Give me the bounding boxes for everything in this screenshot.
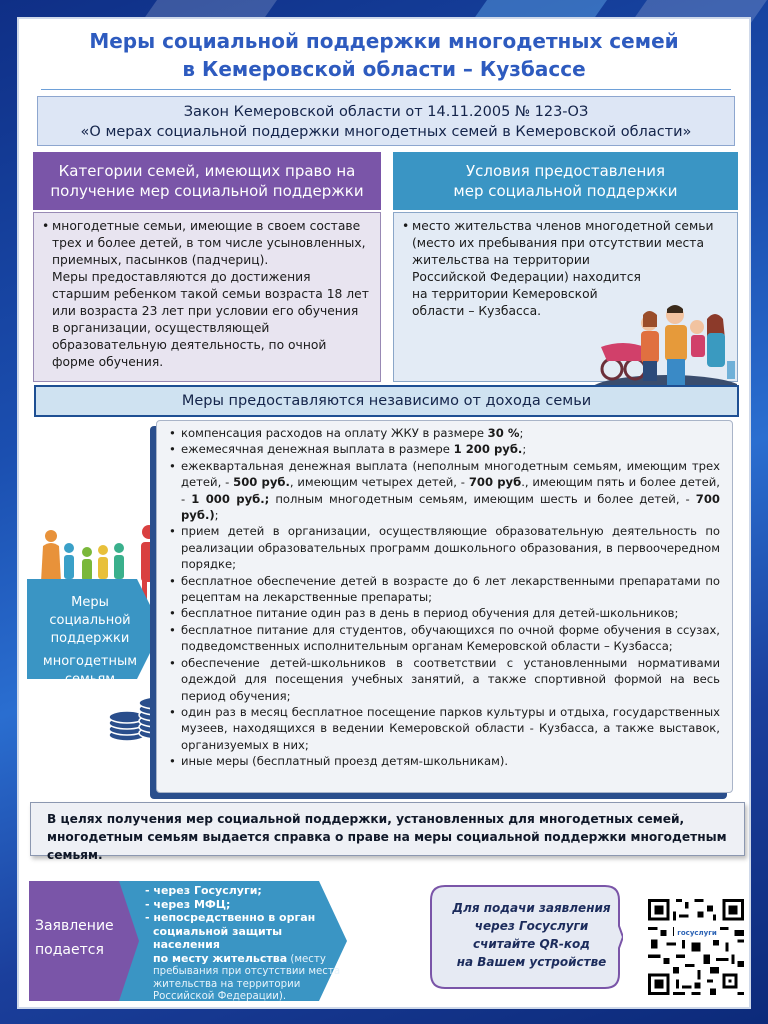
- bullet: •: [169, 573, 176, 588]
- heading-line: Условия предоставления: [465, 162, 666, 180]
- bullet: •: [169, 524, 176, 539]
- channel-note: жительства на территории: [153, 978, 301, 990]
- certificate-text: В целях получения мер социальной поддержки, установленных для многодетных семей, многодетным семьям выдается справка о праве на меры социальной поддержки многодетным семьям.: [47, 812, 727, 862]
- item-text: один раз в месяц бесплатное посещение парков культуры и отдыха, государственных музеев, находящихся в ведении Кемеровской области - Кузбасса, а также выставок, организуемых в них;: [181, 704, 720, 752]
- bullet: •: [169, 458, 176, 473]
- list-item: [169, 704, 720, 753]
- text-line: трех и более детей, в том числе усыновленных,: [52, 236, 366, 250]
- qr-instruction-line: через Госуслуги: [474, 919, 589, 933]
- channel-note: Российской Федерации).: [153, 991, 287, 1003]
- text-line: в организации, осуществляющей: [52, 321, 270, 335]
- bullet: •: [169, 655, 176, 670]
- law-banner: [37, 96, 735, 146]
- text-line: образовательную деятельность, по очной: [52, 338, 327, 352]
- label-line: подается: [35, 942, 104, 958]
- measures-list: [156, 420, 733, 793]
- item-text: ;: [519, 426, 524, 440]
- list-item: [169, 458, 720, 524]
- divider: [41, 89, 731, 90]
- law-name: «О мерах социальной поддержки многодетных семей в Кемеровской области»: [80, 124, 692, 140]
- text-line: жительства на территории: [412, 253, 590, 267]
- item-text: ., имеющим пять и более детей, -: [181, 475, 720, 506]
- list-item: [169, 605, 720, 621]
- qr-instruction-line: на Вашем устройстве: [456, 955, 607, 969]
- text-line: место жительства членов многодетной семьи: [412, 219, 714, 233]
- item-text: полным многодетным семьям, имеющим шесть и более детей, -: [269, 491, 696, 506]
- family-illustration: [587, 299, 737, 391]
- item-text: иные меры (бесплатный проезд детям-школьникам).: [181, 754, 509, 769]
- amount: 700 руб.): [181, 491, 720, 523]
- channel-social-office: социальной защиты населения: [153, 924, 283, 952]
- leaflet: [17, 17, 751, 1009]
- text-line: Российской Федерации) находится: [412, 270, 641, 284]
- bullet: •: [169, 754, 176, 769]
- amount: 1 000 руб.;: [191, 491, 270, 506]
- bullet: •: [169, 442, 176, 457]
- side-label-line: социальной: [49, 613, 131, 628]
- channel-note: пребывания при отсутствии места: [153, 966, 341, 978]
- list-item: [169, 523, 720, 572]
- item-text: бесплатное обеспечение детей в возрасте до 6 лет лекарственными препаратами по рецептам на лекарственные препараты;: [181, 573, 720, 605]
- heading-line: Категории семей, имеющих право на: [58, 162, 356, 180]
- side-label-line: поддержки: [50, 631, 130, 646]
- certificate-note: [30, 802, 745, 862]
- amount: 500 руб.: [233, 475, 290, 490]
- item-text: прием детей в организации, осуществляющие образовательную деятельность по реализации образовательных программ дошкольного образования, в первоочередном порядке;: [181, 524, 720, 572]
- income-note-text: Меры предоставляются независимо от дохода семьи: [181, 393, 592, 409]
- text-line: старшим ребенком такой семьи возраста 18 лет: [52, 287, 369, 301]
- channel-social-office: по месту жительства: [153, 951, 288, 965]
- text-line: области – Кузбасса.: [412, 304, 542, 318]
- item-text: , имеющим четырех детей, -: [289, 475, 469, 490]
- bullet: •: [169, 704, 176, 719]
- item-text: обеспечение детей-школьников в соответствии с установленными нормативами одеждой для посещения учебных занятий, а также спортивной формой на весь период обучения;: [181, 655, 720, 703]
- title-line: в Кемеровской области – Кузбассе: [182, 57, 586, 81]
- list-item: [169, 573, 720, 606]
- qr-instruction-line: Для подачи заявления: [452, 901, 611, 915]
- channel-social-office: - непосредственно в орган: [145, 911, 316, 925]
- gosuslugi-logo-text: госуслуги: [677, 929, 717, 937]
- bullet: •: [169, 426, 176, 440]
- text-line: (место их пребывания при отсутствии места: [412, 236, 704, 250]
- side-label: [34, 594, 146, 648]
- text-line: многодетные семьи, имеющие в своем составе: [52, 219, 361, 233]
- qr-instruction-line: считайте QR-код: [473, 937, 590, 951]
- list-item: [169, 753, 720, 769]
- item-text: бесплатное питание один раз в день в период обучения для детей-школьников;: [181, 606, 679, 621]
- text-line: или возраста 23 лет при условии его обучения: [52, 304, 359, 318]
- amount: 700 руб: [468, 475, 522, 490]
- side-label-line: Меры: [71, 595, 109, 610]
- bullet: •: [402, 219, 410, 233]
- categories-heading: [33, 152, 381, 210]
- channel-gosuslugi: - через Госуслуги;: [145, 884, 262, 897]
- list-item: [169, 622, 720, 655]
- application-channels: [145, 884, 345, 1004]
- item-text: ;: [214, 508, 219, 523]
- qr-instruction: [444, 899, 619, 971]
- bullet: •: [42, 219, 50, 233]
- item-text: бесплатное питание для студентов, обучающихся по очной форме обучения в ссузах, подведомственных исполнительным органам Кемеровской области – Кузбасса;: [181, 622, 720, 654]
- income-note-banner: [34, 385, 739, 417]
- side-label-line: семьям: [64, 672, 116, 687]
- item-text: ;: [522, 442, 527, 457]
- law-title: Закон Кемеровской области от 14.11.2005 № 123-ОЗ: [183, 104, 589, 120]
- gosuslugi-logo: [674, 926, 720, 940]
- text-line: форме обучения.: [52, 355, 164, 369]
- page-title: [19, 27, 749, 83]
- application-label: [29, 914, 139, 962]
- conditions-heading: [393, 152, 738, 210]
- list-item: [169, 441, 720, 457]
- list-item: [169, 655, 720, 704]
- bullet: •: [169, 606, 176, 621]
- label-line: Заявление: [35, 918, 114, 934]
- side-label-line: многодетным: [42, 654, 138, 669]
- item-text: ежеквартальная денежная выплата (неполным многодетным семьям, имеющим трех детей, -: [181, 458, 720, 490]
- categories-body: [33, 212, 381, 382]
- channel-mfc: - через МФЦ;: [145, 897, 231, 911]
- amount: 30 %: [487, 426, 520, 440]
- item-text: компенсация расходов на оплату ЖКУ в размере: [181, 426, 488, 440]
- channel-note: (месту: [287, 953, 326, 965]
- heading-line: мер социальной поддержки: [453, 182, 678, 200]
- text-line: приемных, пасынков (падчериц).: [52, 253, 269, 267]
- text-line: на территории Кемеровской: [412, 287, 598, 301]
- amount: 1 200 руб.: [453, 442, 523, 457]
- text-line: Меры предоставляются до достижения: [52, 270, 311, 284]
- qr-code[interactable]: [645, 896, 747, 998]
- item-text: ежемесячная денежная выплата в размере: [181, 442, 454, 457]
- title-line: Меры социальной поддержки многодетных семей: [89, 29, 679, 53]
- list-item: [169, 425, 720, 441]
- heading-line: получение мер социальной поддержки: [50, 182, 364, 200]
- bullet: •: [169, 622, 176, 637]
